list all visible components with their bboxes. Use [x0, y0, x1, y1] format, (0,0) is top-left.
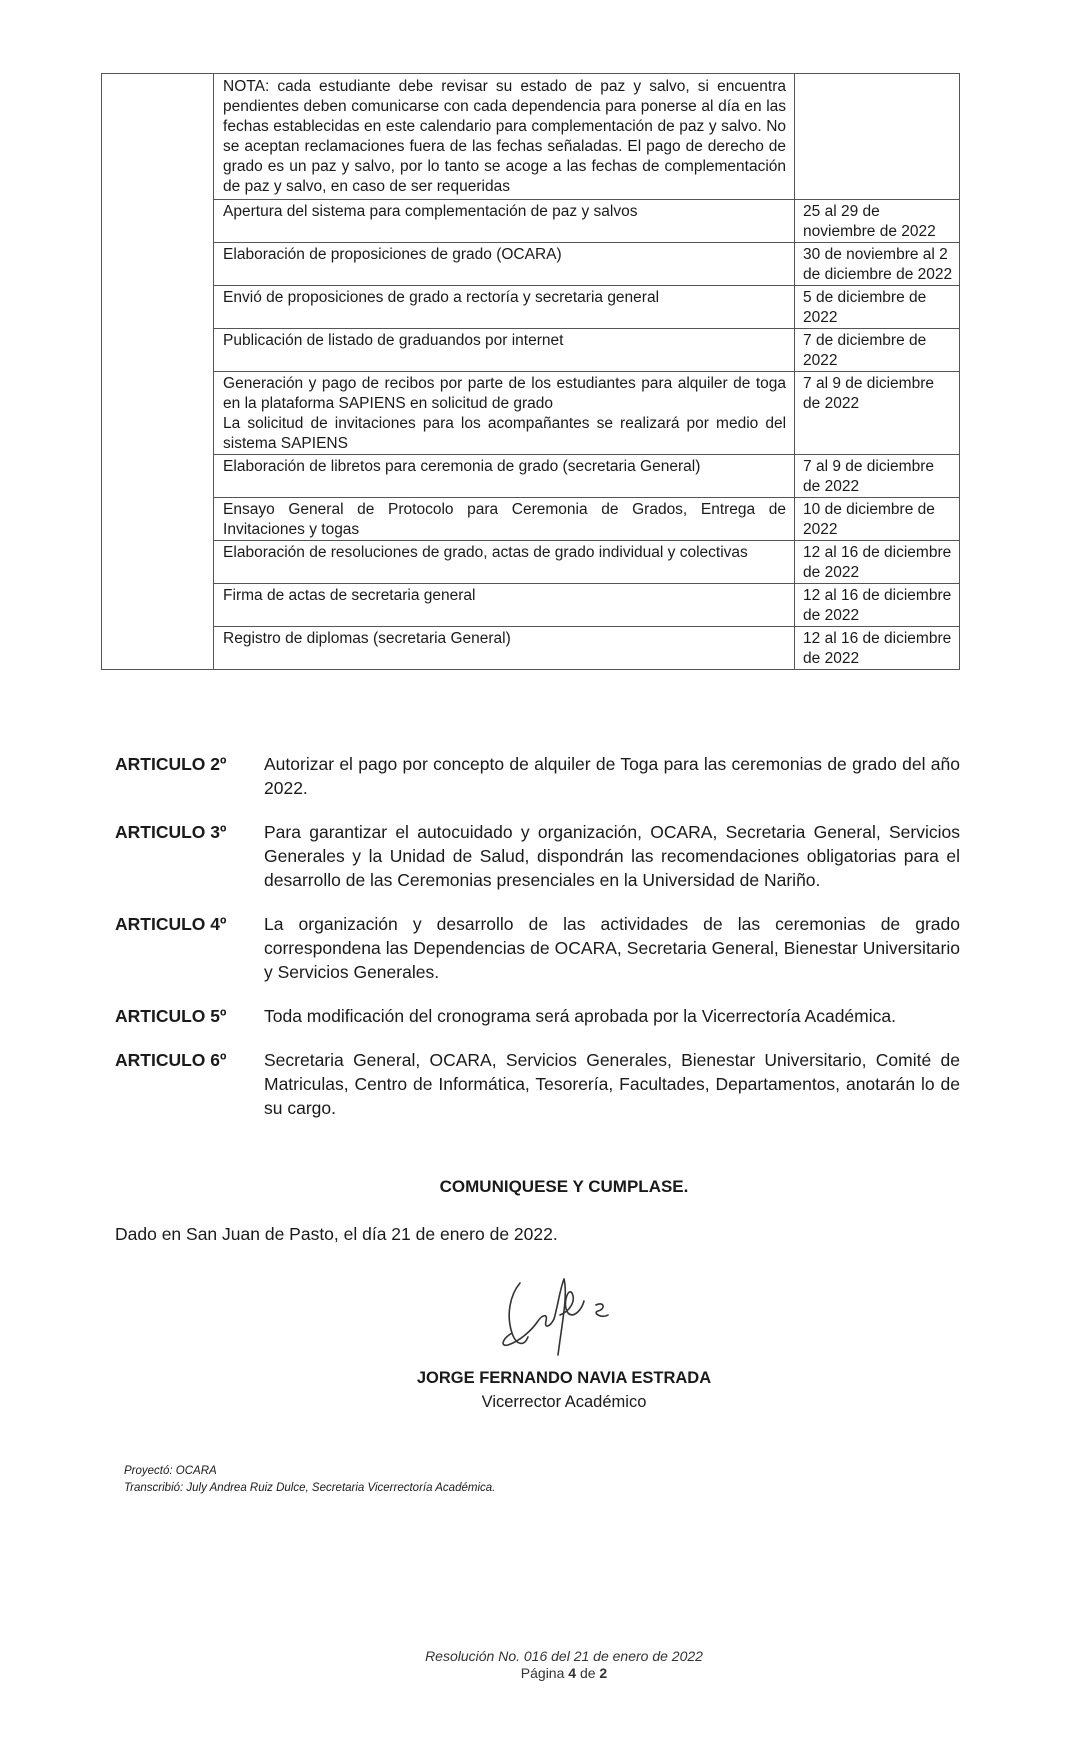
article-text: Para garantizar el autocuidado y organización, OCARA, Secretaria General, Servicios Generales y la Unidad de Salud, dispondrán las recomendaciones obligatorias para el desarrollo de las Ceremonias presenciales en la Universidad de Nariño.	[264, 822, 960, 890]
schedule-date: 12 al 16 de diciembre de 2022	[795, 627, 960, 670]
article-text: La organización y desarrollo de las actividades de las ceremonias de grado correspondena las Dependencias de OCARA, Secretaria General, Bienestar Universitario y Servicios Generales.	[264, 914, 960, 982]
schedule-activity	[214, 243, 795, 286]
schedule-activity	[214, 627, 795, 670]
page-number	[60, 1665, 1068, 1682]
credits-transcribed: Transcribió: July Andrea Ruiz Dulce, Secretaria Vicerrectoría Académica.	[124, 1482, 496, 1494]
article-label: ARTICULO 5º	[115, 1006, 227, 1026]
schedule-row	[102, 286, 960, 329]
signer-title: Vicerrector Académico	[481, 1393, 647, 1411]
closing-statement: COMUNIQUESE Y CUMPLASE.	[439, 1177, 689, 1196]
schedule-activity-text: Elaboración de libretos para ceremonia de grado (secretaria General)	[223, 458, 701, 475]
schedule-table	[101, 73, 960, 670]
schedule-activity	[214, 372, 795, 455]
schedule-activity-text: Generación y pago de recibos por parte de los estudiantes para alquiler de toga en la plataforma SAPIENS en solicitud de grado	[223, 375, 787, 412]
schedule-date: 7 al 9 de diciembre de 2022	[795, 372, 960, 455]
schedule-row	[102, 329, 960, 372]
schedule-activity-text: Registro de diplomas (secretaria General)	[223, 630, 511, 647]
handwritten-signature	[498, 1275, 648, 1360]
articles-section	[115, 752, 960, 1140]
schedule-row	[102, 498, 960, 541]
schedule-table-body	[102, 74, 960, 670]
schedule-date: 7 de diciembre de 2022	[795, 329, 960, 372]
schedule-activity	[214, 541, 795, 584]
schedule-date: 25 al 29 de noviembre de 2022	[795, 200, 960, 243]
schedule-row	[102, 243, 960, 286]
schedule-activity	[214, 286, 795, 329]
article-label: ARTICULO 4º	[115, 914, 227, 934]
article-2	[115, 752, 960, 800]
page-mid: de	[576, 1665, 600, 1681]
schedule-note-date	[795, 74, 960, 200]
schedule-row	[102, 627, 960, 670]
schedule-row	[102, 584, 960, 627]
schedule-row	[102, 541, 960, 584]
schedule-activity-text: Publicación de listado de graduandos por internet	[223, 332, 564, 349]
article-text: Toda modificación del cronograma será aprobada por la Vicerrectoría Académica.	[264, 1006, 896, 1026]
article-text: Autorizar el pago por concepto de alquiler de Toga para las ceremonias de grado del año 2022.	[264, 754, 960, 798]
schedule-activity	[214, 584, 795, 627]
article-label: ARTICULO 3º	[115, 822, 227, 842]
schedule-note-row	[102, 74, 960, 200]
schedule-activity	[214, 498, 795, 541]
schedule-date: 12 al 16 de diciembre de 2022	[795, 541, 960, 584]
schedule-activity	[214, 200, 795, 243]
schedule-activity-text: Elaboración de proposiciones de grado (OCARA)	[223, 246, 562, 263]
schedule-activity	[214, 455, 795, 498]
schedule-date: 12 al 16 de diciembre de 2022	[795, 584, 960, 627]
schedule-activity-text: Firma de actas de secretaria general	[223, 587, 476, 604]
schedule-date: 5 de diciembre de 2022	[795, 286, 960, 329]
schedule-date: 30 de noviembre al 2 de diciembre de 2022	[795, 243, 960, 286]
credits-block	[124, 1463, 495, 1497]
article-label: ARTICULO 2º	[115, 754, 227, 774]
schedule-activity	[214, 329, 795, 372]
schedule-row	[102, 455, 960, 498]
schedule-row	[102, 372, 960, 455]
article-4	[115, 912, 960, 984]
schedule-activity-text: Ensayo General de Protocolo para Ceremonia de Grados, Entrega de Invitaciones y togas	[223, 501, 787, 538]
page-current: 4	[568, 1665, 577, 1681]
schedule-activity-text: Elaboración de resoluciones de grado, actas de grado individual y colectivas	[223, 544, 748, 561]
schedule-activity-text-2: La solicitud de invitaciones para los acompañantes se realizará por medio del sistema SAPIENS	[223, 415, 787, 452]
article-5	[115, 1004, 960, 1028]
credits-project: Proyectó: OCARA	[124, 1465, 217, 1477]
signer-block	[0, 1366, 1068, 1414]
article-text: Secretaria General, OCARA, Servicios Generales, Bienestar Universitario, Comité de Matriculas, Centro de Informática, Tesorería, Facultades, Departamentos, anotarán lo de su cargo.	[264, 1050, 960, 1118]
article-6	[115, 1048, 960, 1120]
article-label: ARTICULO 6º	[115, 1050, 227, 1070]
schedule-activity-text: Apertura del sistema para complementación de paz y salvos	[223, 203, 638, 220]
page-total: 2	[599, 1665, 608, 1681]
schedule-date: 10 de diciembre de 2022	[795, 498, 960, 541]
page-prefix: Página	[520, 1665, 569, 1681]
schedule-date: 7 al 9 de diciembre de 2022	[795, 455, 960, 498]
article-3	[115, 820, 960, 892]
given-date-line: Dado en San Juan de Pasto, el día 21 de enero de 2022.	[115, 1224, 558, 1244]
signer-name: JORGE FERNANDO NAVIA ESTRADA	[416, 1369, 712, 1387]
resolution-reference: Resolución No. 016 del 21 de enero de 2022	[425, 1648, 703, 1664]
schedule-blank-column	[102, 74, 214, 670]
schedule-note: NOTA: cada estudiante debe revisar su estado de paz y salvo, si encuentra pendientes deben comunicarse con cada dependencia para ponerse al día en las fechas establecidas en este calendario para complementación de paz y salvo. No se aceptan reclamaciones fuera de las fechas señaladas. El pago de derecho de grado es un paz y salvo, por lo tanto se acoge a las fechas de complementación de paz y salvo, en caso de ser requeridas	[214, 74, 795, 200]
schedule-activity-text: Envió de proposiciones de grado a rectoría y secretaria general	[223, 289, 660, 306]
schedule-row	[102, 200, 960, 243]
page-footer	[0, 1648, 1068, 1682]
